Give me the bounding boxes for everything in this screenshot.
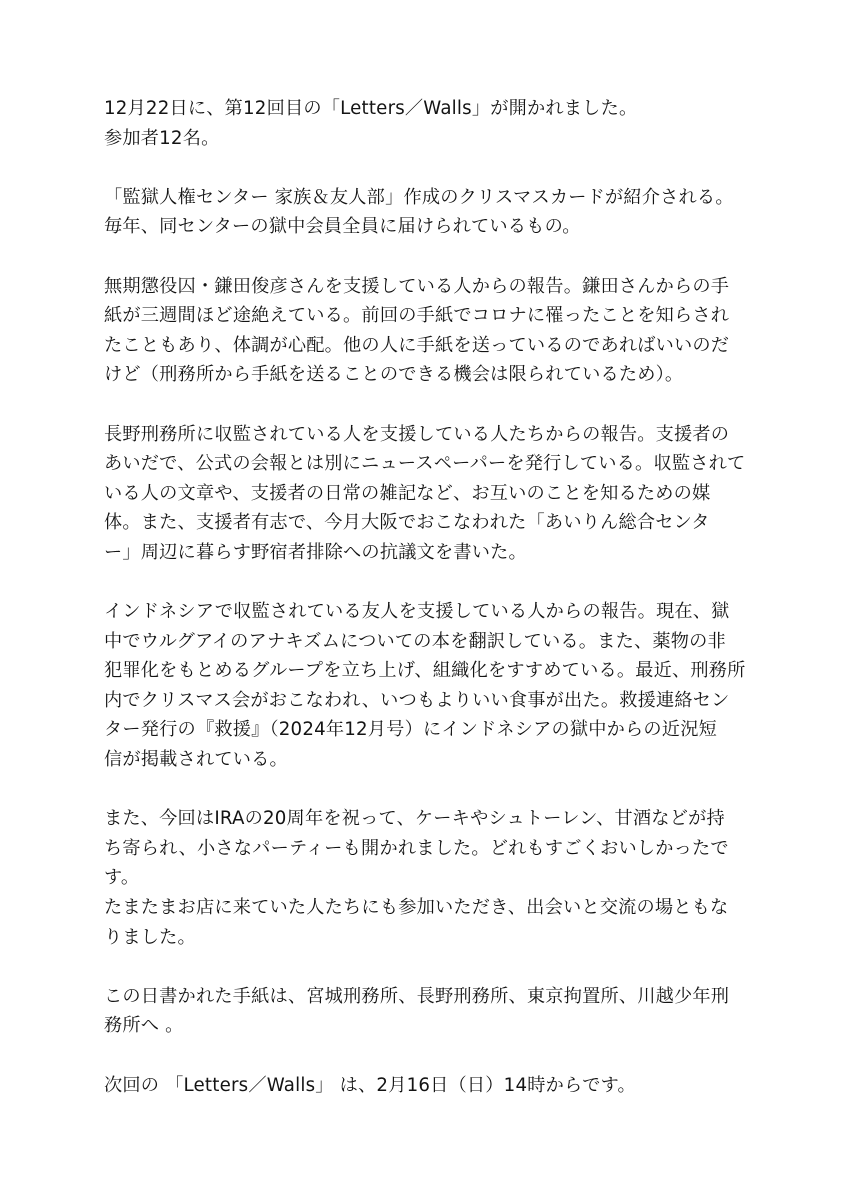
text-line: 長野刑務所に収監されている人を支援している人たちからの報告。支援者の [104,423,730,445]
text-line: 務所へ 。 [104,1015,184,1037]
text-line: 「監獄人権センター 家族＆友人部」作成のクリスマスカードが紹介される。 [104,186,734,208]
text-line: 12月22日に、第12回目の「Letters／Walls」が開かれました。 [104,98,638,119]
text-line: 体。また、支援者有志で、今月大阪でおこなわれた「あいりん総合センタ [104,512,710,534]
text-line: ター発行の『救援』（2024年12月号）にインドネシアの獄中からの近況短 [104,719,717,741]
text-line: 参加者12名。 [104,127,220,149]
text-line: ー」周辺に暮らす野宿者排除への抗議文を書いた。 [104,541,527,563]
text-line: 内でクリスマス会がおこなわれ、いつもよりいい食事が出た。救援連絡セン [104,689,730,711]
text-line: 無期懲役囚・鎌田俊彦さんを支援している人からの報告。鎌田さんからの手 [104,275,730,297]
paragraph-meeting-intro [104,94,744,153]
text-line: たまたまお店に来ていた人たちにも参加いただき、出会いと交流の場ともな [104,897,729,919]
text-line: す。 [104,867,140,889]
paragraph-anniversary-party [104,804,744,952]
text-line: 信が掲載されている。 [104,749,288,771]
text-line: インドネシアで収監されている友人を支援している人からの報告。現在、獄 [104,601,730,623]
text-line: ち寄られ、小さなパーティーも開かれました。どれもすごくおいしかったで [104,837,729,859]
text-line: 中でウルグアイのアナキズムについての本を翻訳している。また、薬物の非 [104,630,726,652]
paragraph-nagano-report [104,420,744,568]
text-line: けど（刑務所から手紙を送ることのできる機会は限られているため）。 [104,364,684,386]
text-line: 犯罪化をもとめるグループを立ち上げ、組織化をすすめている。最近、刑務所 [104,660,746,682]
text-line: たこともあり、体調が心配。他の人に手紙を送っているのであればいいのだ [104,334,730,356]
paragraph-christmas-card [104,183,744,242]
text-line: りました。 [104,926,196,948]
text-line: いる人の文章や、支援者の日常の雑記など、お互いのことを知るための媒 [104,482,711,504]
text-line: この日書かれた手紙は、宮城刑務所、長野刑務所、東京拘置所、川越少年刑 [104,985,730,1007]
text-line: あいだで、公式の会報とは別にニュースペーパーを発行している。収監されて [104,453,746,475]
paragraph-kamata-report [104,272,744,390]
document-page [104,94,744,1130]
text-line: 毎年、同センターの獄中会員全員に届けられているもの。 [104,216,581,238]
text-line: また、今回はIRAの20周年を祝って、ケーキやシュトーレン、甘酒などが持 [104,808,725,830]
text-line: 次回の 「Letters／Walls」 は、2月16日（日）14時からです。 [104,1074,636,1096]
paragraph-indonesia-report [104,597,744,775]
text-line: 紙が三週間ほど途絶えている。前回の手紙でコロナに罹ったことを知らされ [104,305,730,327]
paragraph-next-meeting [104,1071,744,1101]
paragraph-letters-destinations [104,982,744,1041]
